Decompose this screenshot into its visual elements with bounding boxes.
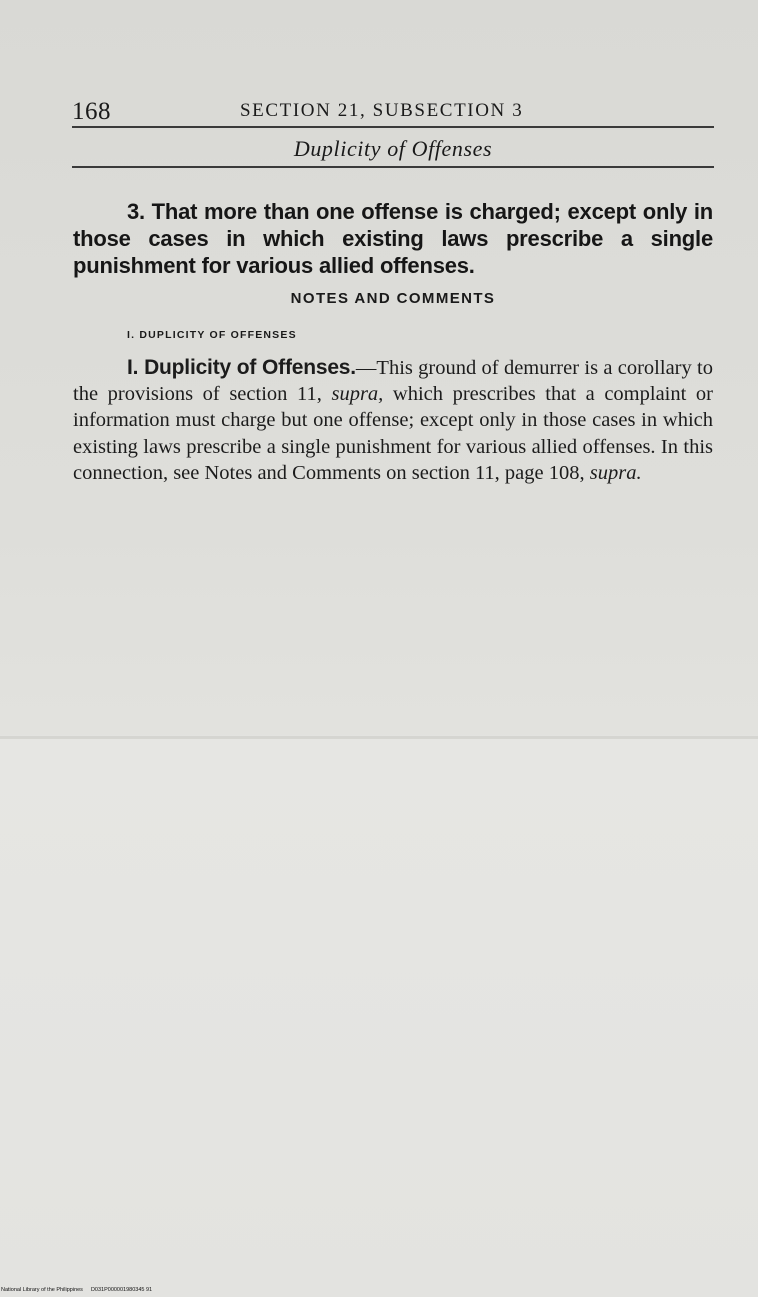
section-subtitle: Duplicity of Offenses [293,136,493,161]
page-number: 168 [72,98,111,125]
footer-record-id: D031P000001980345 91 [90,1287,153,1293]
paragraph-text-1: —This ground of demurrer is a corollary to the provisions of section 11, [73,357,713,406]
page-fold-line [0,736,758,739]
paragraph-italic-1: supra, [331,383,384,406]
header-rule-top [72,126,714,128]
paragraph-lead: I. Duplicity of Offenses. [127,356,356,379]
provision-text: 3. That more than one offense is charged; except only in those cases in which existing laws prescribe a single punishment for various allied offenses. [73,199,713,278]
scan-footer [1,1287,152,1293]
notes-subheading: I. DUPLICITY OF OFFENSES [127,329,297,341]
paragraph-italic-2: supra. [589,461,642,484]
notes-paragraph [73,355,713,486]
header-rule-bottom [72,166,714,168]
running-head: SECTION 21, SUBSECTION 3 [240,100,524,121]
paragraph-text-2: which prescribes that a complaint or information must charge but one offense; except only in those cases in which existing laws prescribe a single punishment for various allied offenses. In this connection, see Notes and Comments on section 11, page 108, [73,383,713,484]
notes-heading: NOTES AND COMMENTS [290,290,496,307]
footer-library: National Library of the Philippines [1,1287,83,1293]
